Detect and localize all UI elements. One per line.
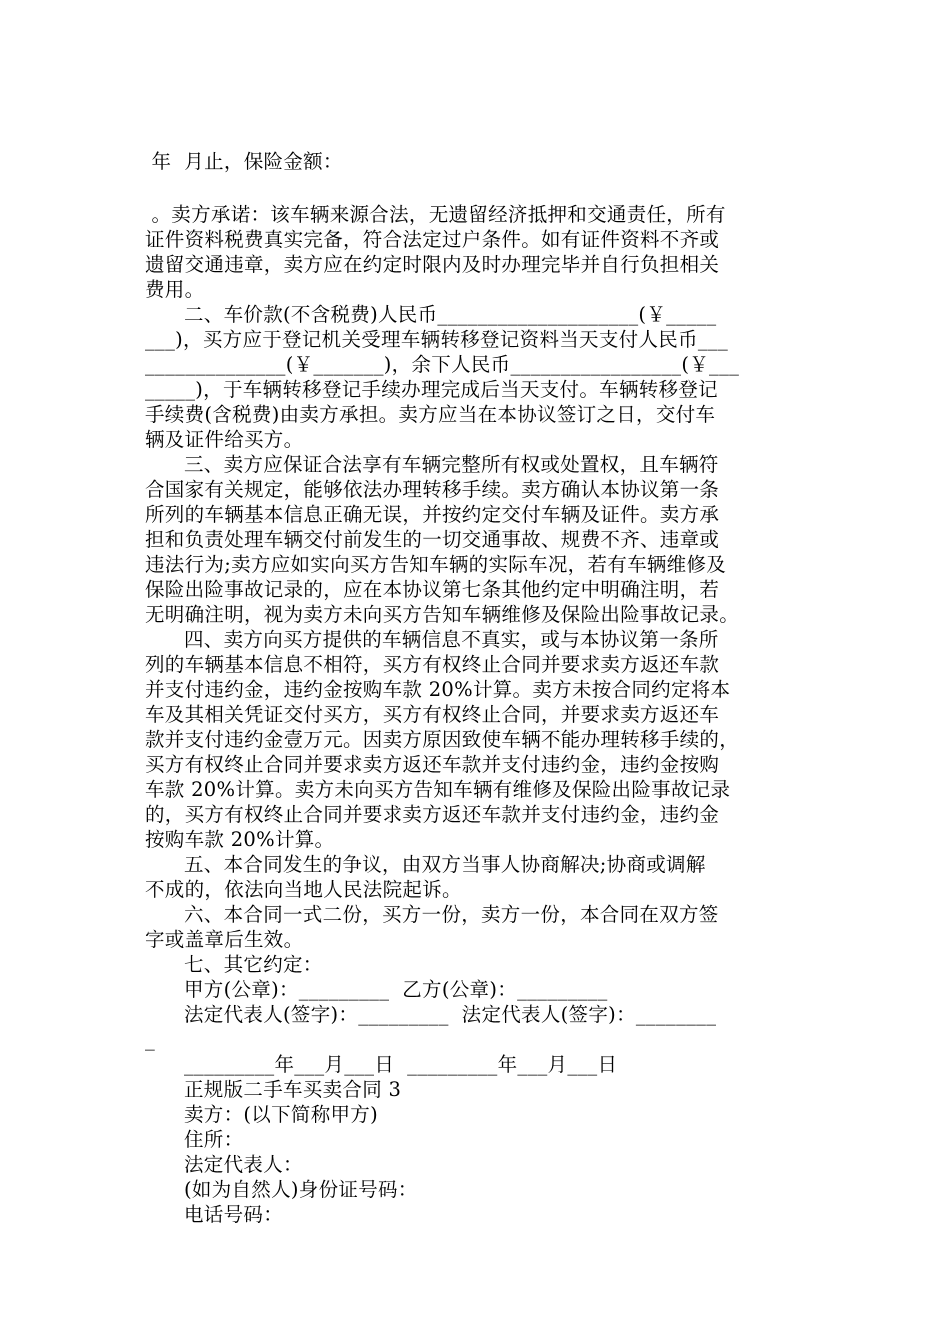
text-line: 。卖方承诺：该车辆来源合法，无遗留经济抵押和交通责任，所有	[145, 203, 726, 226]
text-line: 六、本合同一式二份，买方一份，卖方一份，本合同在双方签	[145, 903, 719, 926]
text-line: 手续费(含税费)由卖方承担。卖方应当在本协议签订之日，交付车	[145, 403, 716, 426]
text-line: (如为自然人)身份证号码：	[145, 1178, 418, 1201]
text-line: _____)，于车辆转移登记手续办理完成后当天支付。车辆转移登记	[145, 378, 718, 401]
text-line: 四、卖方向买方提供的车辆信息不真实，或与本协议第一条所	[145, 628, 719, 651]
text-line: 电话号码：	[145, 1203, 283, 1226]
text-line: 款并支付违约金壹万元。因卖方原因致使车辆不能办理转移手续的，	[145, 728, 740, 751]
text-line: 住所：	[145, 1128, 244, 1151]
text-line: 按购车款 20%计算。	[145, 828, 335, 851]
text-line: 五、本合同发生的争议，由双方当事人协商解决;协商或调解	[145, 853, 706, 876]
text-line: 车款 20%计算。卖方未向买方告知车辆有维修及保险出险事故记录	[145, 778, 731, 801]
text-line: 七、其它约定：	[145, 953, 323, 976]
text-line: 无明确注明，视为卖方未向买方告知车辆维修及保险出险事故记录。	[145, 603, 740, 626]
text-line: 担和负责处理车辆交付前发生的一切交通事故、规费不齐、违章或	[145, 528, 720, 551]
text-line: 保险出险事故记录的，应在本协议第七条其他约定中明确注明，若	[145, 578, 720, 601]
text-line: 字或盖章后生效。	[145, 928, 304, 951]
text-line: 合国家有关规定，能够依法办理转移手续。卖方确认本协议第一条	[145, 478, 720, 501]
text-line: 车及其相关凭证交付买方，买方有权终止合同，并要求卖方返还车	[145, 703, 720, 726]
text-line: 并支付违约金，违约金按购车款 20%计算。卖方未按合同约定将本	[145, 678, 731, 701]
text-line: _	[145, 1028, 156, 1051]
text-line: 遗留交通违章，卖方应在约定时限内及时办理完毕并自行负担相关	[145, 253, 720, 276]
text-line: 卖方：(以下简称甲方)	[145, 1103, 379, 1126]
date-line: _________年___月___日 _________年___月___日	[145, 1053, 618, 1076]
text-line: 买方有权终止合同并要求卖方返还车款并支付违约金，违约金按购	[145, 753, 720, 776]
text-line: 三、卖方应保证合法享有车辆完整所有权或处置权，且车辆符	[145, 453, 719, 476]
signature-line: 法定代表人(签字)：_________ 法定代表人(签字)：________	[145, 1003, 717, 1026]
text-line: 违法行为;卖方应如实向买方告知车辆的实际车况，若有车辆维修及	[145, 553, 727, 576]
contract-title: 正规版二手车买卖合同 3	[145, 1078, 402, 1101]
text-line: 所列的车辆基本信息正确无误，并按约定交付车辆及证件。卖方承	[145, 503, 720, 526]
text-line: ___)，买方应于登记机关受理车辆转移登记资料当天支付人民币___	[145, 328, 729, 351]
text-line: 不成的，依法向当地人民法院起诉。	[145, 878, 462, 901]
text-line: 的，买方有权终止合同并要求卖方返还车款并支付违约金，违约金	[145, 803, 720, 826]
signature-line: 甲方(公章)：_________ 乙方(公章)：_________	[145, 978, 608, 1001]
text-line: 列的车辆基本信息不相符，买方有权终止合同并要求卖方返还车款	[145, 653, 720, 676]
text-line: ______________(￥_______)，余下人民币_________________(￥___	[145, 353, 740, 376]
text-line: 二、车价款(不含税费)人民币____________________(￥_____	[145, 303, 717, 326]
text-line: 辆及证件给买方。	[145, 428, 304, 451]
text-line: 证件资料税费真实完备，符合法定过户条件。如有证件资料不齐或	[145, 228, 720, 251]
text-line: 年 月止，保险金额：	[145, 150, 343, 173]
text-line: 法定代表人：	[145, 1153, 303, 1176]
text-line: 费用。	[145, 278, 205, 301]
